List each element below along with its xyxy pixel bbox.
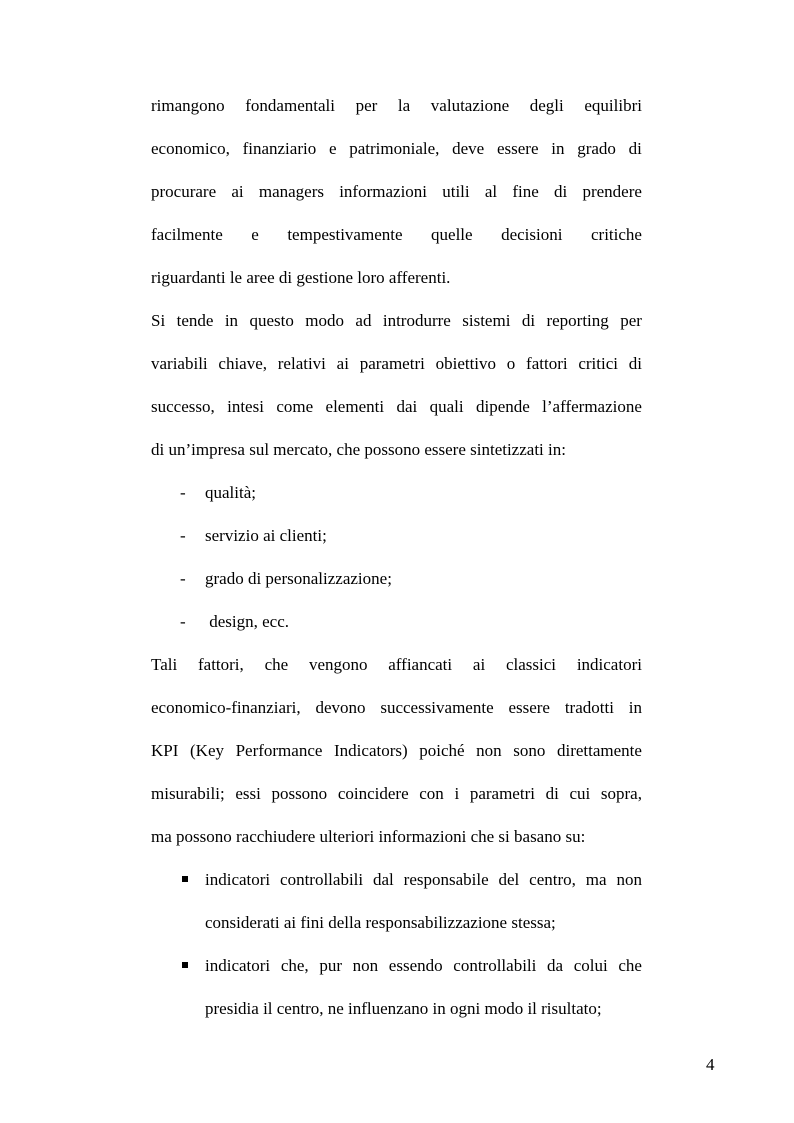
dash-marker: - (180, 483, 186, 502)
paragraph (151, 647, 642, 862)
continuation-line: presidia il centro, ne influenzano in ogni modo il risultato; (205, 999, 602, 1018)
word: Indicators) (334, 741, 408, 760)
word: essere (508, 698, 550, 717)
bullet-line (151, 948, 642, 991)
dash-marker: - (180, 526, 186, 545)
word: ad (355, 311, 372, 330)
word: controllabili (280, 870, 364, 889)
word: sistemi (462, 311, 511, 330)
word: che, (280, 956, 309, 975)
list-item (151, 475, 642, 518)
word: parametri (469, 784, 535, 803)
word: non (616, 870, 642, 889)
word: critiche (591, 225, 642, 244)
word: misurabili; (151, 784, 225, 803)
word: KPI (151, 741, 179, 760)
word: di (554, 182, 568, 201)
word: economico, (151, 139, 230, 158)
word: facilmente (151, 225, 223, 244)
bullet-line (151, 862, 642, 905)
word: non (352, 956, 379, 975)
word: indicatori (205, 956, 271, 975)
word: indicatori (205, 870, 271, 889)
word: equilibri (584, 96, 642, 115)
word: che (618, 956, 642, 975)
justified-line (151, 303, 642, 346)
word: devono (315, 698, 366, 717)
word: che (264, 655, 289, 674)
word: valutazione (430, 96, 510, 115)
word: in (224, 311, 239, 330)
word: vengono (308, 655, 368, 674)
word: controllabili (453, 956, 537, 975)
word: di (628, 354, 642, 373)
word: di (628, 139, 642, 158)
word: non (476, 741, 502, 760)
word: rimangono (151, 96, 225, 115)
page-number: 4 (706, 1055, 715, 1074)
word: al (484, 182, 498, 201)
dash-marker: - (180, 612, 186, 631)
justified-line (151, 131, 642, 174)
word: dai (396, 397, 418, 416)
word: managers (258, 182, 324, 201)
word: o (506, 354, 516, 373)
word: e (251, 225, 259, 244)
paragraph (151, 88, 642, 303)
word: reporting (546, 311, 609, 330)
word: critici (578, 354, 618, 373)
word: ai (336, 354, 349, 373)
justified-line (151, 647, 642, 690)
word: dal (373, 870, 394, 889)
word: con (419, 784, 444, 803)
word: essere (496, 139, 539, 158)
word: Performance (235, 741, 323, 760)
word: i (454, 784, 460, 803)
list-item (151, 561, 642, 604)
word: sono (513, 741, 546, 760)
list-item-text: servizio ai clienti; (205, 526, 327, 545)
word: centro, (529, 870, 576, 889)
word: sopra, (600, 784, 642, 803)
word: fondamentali (245, 96, 335, 115)
word: fine (512, 182, 539, 201)
text-line: ma possono racchiudere ulteriori informazioni che si basano su: (151, 827, 586, 846)
word: variabili (151, 354, 208, 373)
justified-line (151, 88, 642, 131)
word: pur (319, 956, 342, 975)
word: di (521, 311, 536, 330)
word: Tali (151, 655, 178, 674)
list-item-text: design, ecc. (205, 612, 290, 631)
justified-line (151, 389, 642, 432)
word: intesi (227, 397, 264, 416)
text-line: di un’impresa sul mercato, che possono essere sintetizzati in: (151, 440, 566, 459)
word: e (328, 139, 337, 158)
word: Si (151, 311, 166, 330)
word: modo (305, 311, 344, 330)
word: tende (176, 311, 214, 330)
factor-list (151, 475, 642, 647)
word: relativi (277, 354, 326, 373)
word: procurare (151, 182, 217, 201)
dash-marker: - (180, 569, 186, 588)
word: classici (505, 655, 557, 674)
justified-line (151, 733, 642, 776)
word: patrimoniale, (349, 139, 440, 158)
word: utili (442, 182, 470, 201)
word: informazioni (339, 182, 428, 201)
square-bullet-icon (182, 962, 188, 968)
list-item (151, 604, 642, 647)
justified-line (151, 690, 642, 733)
word: del (498, 870, 520, 889)
word: successivamente (380, 698, 494, 717)
word: elementi (325, 397, 385, 416)
word: ai (472, 655, 486, 674)
word: la (397, 96, 411, 115)
word: ma (585, 870, 607, 889)
word: colui (573, 956, 608, 975)
word: prendere (582, 182, 642, 201)
word: per (355, 96, 378, 115)
word: indicatori (576, 655, 642, 674)
word: chiave, (218, 354, 268, 373)
word: da (547, 956, 564, 975)
justified-line (151, 174, 642, 217)
word: affiancati (388, 655, 453, 674)
word: poiché (419, 741, 465, 760)
list-item-text: grado di personalizzazione; (205, 569, 392, 588)
word: responsabile (403, 870, 489, 889)
word: essendo (388, 956, 443, 975)
word: economico-finanziari, (151, 698, 301, 717)
indicator-list (151, 862, 642, 1034)
text-line: riguardanti le aree di gestione loro afferenti. (151, 268, 451, 287)
word: (Key (190, 741, 224, 760)
body-text (151, 88, 642, 1034)
word: finanziario (242, 139, 317, 158)
word: parametri (359, 354, 425, 373)
word: fattori, (197, 655, 244, 674)
word: dipende (475, 397, 530, 416)
word: successo, (151, 397, 215, 416)
square-bullet-icon (182, 876, 188, 882)
justified-line (151, 346, 642, 389)
word: coincidere (337, 784, 409, 803)
word: quali (429, 397, 464, 416)
list-item (151, 862, 642, 948)
justified-line (151, 776, 642, 819)
word: grado (577, 139, 616, 158)
word: possono (271, 784, 328, 803)
word: deve (452, 139, 485, 158)
word: questo (249, 311, 294, 330)
word: come (276, 397, 314, 416)
list-item (151, 518, 642, 561)
word: tradotti (564, 698, 614, 717)
word: l’affermazione (542, 397, 642, 416)
word: tempestivamente (287, 225, 403, 244)
word: decisioni (501, 225, 563, 244)
word: direttamente (556, 741, 642, 760)
word: per (620, 311, 642, 330)
word: degli (529, 96, 564, 115)
word: in (551, 139, 565, 158)
word: quelle (431, 225, 473, 244)
continuation-line: considerati ai fini della responsabilizzazione stessa; (205, 913, 556, 932)
word: fattori (526, 354, 568, 373)
word: introdurre (382, 311, 451, 330)
word: cui (569, 784, 591, 803)
word: ai (231, 182, 244, 201)
word: essi (235, 784, 261, 803)
list-item-text: qualità; (205, 483, 256, 502)
paragraph (151, 303, 642, 475)
justified-line (151, 217, 642, 260)
list-item (151, 948, 642, 1034)
word: di (545, 784, 559, 803)
word: obiettivo (435, 354, 497, 373)
word: in (628, 698, 642, 717)
